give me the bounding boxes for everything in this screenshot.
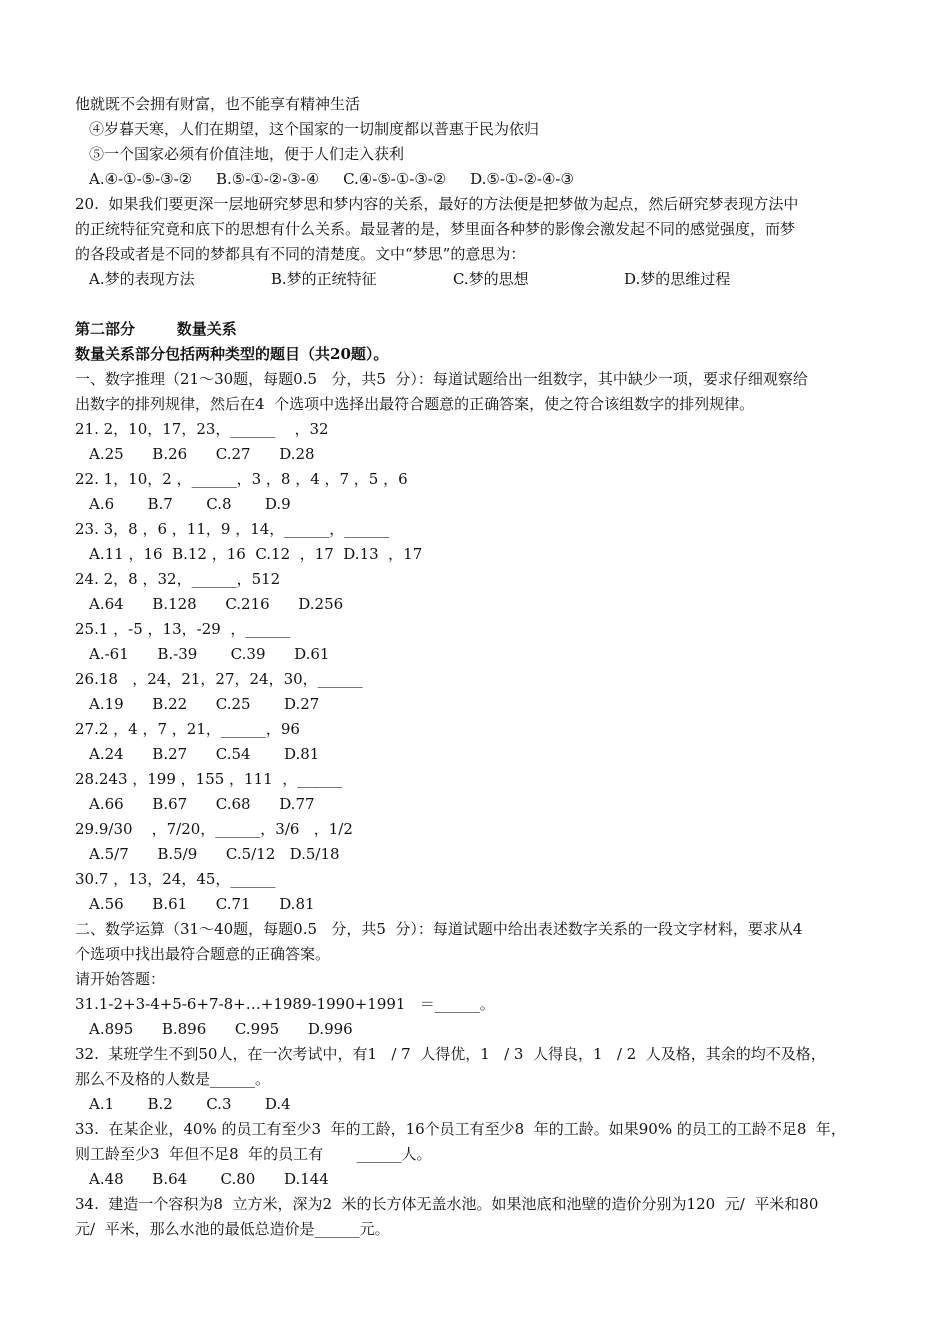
question-33: 33. 在某企业，40% 的员工有至少3 年的工龄，16个员工有至少8 年的工龄。如果90% 的员工的工龄不足8 年， [75,1120,846,1138]
answer-options: A.④-①-⑤-③-② B.⑤-①-②-③-④ C.④-⑤-①-③-② D.⑤-①-②-④-③ [89,170,574,188]
answer-options: A.56 B.61 C.71 D.81 [89,895,315,913]
question-32: 32. 某班学生不到50人，在一次考试中，有1 / 7 人得优，1 / 3 人得良，1 / 2 人及格，其余的均不及格， [75,1045,826,1063]
question-30: 30.7 ，13，24，45，______ [75,870,276,888]
answer-options: A.19 B.22 C.25 D.27 [89,695,320,713]
answer-options: A.梦的表现方法 B.梦的正统特征 C.梦的思想 D.梦的思维过程 [89,270,731,288]
question-31: 31.1-2+3-4+5-6+7-8+…+1989-1990+1991 ＝______。 [75,995,495,1013]
answer-options: A.64 B.128 C.216 D.256 [89,595,344,613]
answer-options: A.1 B.2 C.3 D.4 [89,1095,291,1113]
start-prompt: 请开始答题： [75,970,166,988]
text-line: ⑤一个国家必须有价值洼地，便于人们走入获利 [89,145,405,163]
question-29: 29.9/30 ，7/20，______，3/6 ，1/2 [75,820,353,838]
question-20: 20. 如果我们要更深一层地研究梦思和梦内容的关系，最好的方法便是把梦做为起点，然后研究梦表现方法中 [75,195,799,213]
answer-options: A.24 B.27 C.54 D.81 [89,745,320,763]
question-24: 24. 2，8 ，32，______，512 [75,570,281,588]
text-line: 他就既不会拥有财富，也不能享有精神生活 [75,95,361,113]
text-line: 那么不及格的人数是______。 [75,1070,271,1088]
question-22: 22. 1，10，2 ，______，3 ，8 ，4 ，7 ，5 ，6 [75,470,408,488]
question-34: 34. 建造一个容积为8 立方米，深为2 米的长方体无盖水池。如果池底和池壁的造价分别为120 元/ 平米和80 [75,1195,819,1213]
text-line: 的各段或者是不同的梦都具有不同的清楚度。文中“梦思”的意思为： [75,245,526,263]
section-title: 第二部分 数量关系 [75,320,237,338]
text-line: 出数字的排列规律，然后在4 个选项中选择出最符合题意的正确答案，使之符合该组数字的排列规律。 [75,395,755,413]
subsection-instructions: 一、数字推理（21～30题，每题0.5 分，共5 分）：每道试题给出一组数字，其中缺少一项，要求仔细观察给 [75,370,808,388]
answer-options: A.66 B.67 C.68 D.77 [89,795,315,813]
answer-options: A.5/7 B.5/9 C.5/12 D.5/18 [89,845,340,863]
answer-options: A.895 B.896 C.995 D.996 [89,1020,353,1038]
question-28: 28.243 ，199 ，155 ，111 ，______ [75,770,343,788]
question-21: 21. 2，10，17，23，______ ，32 [75,420,329,438]
text-line: 元/ 平米，那么水池的最低总造价是______元。 [75,1220,390,1238]
question-27: 27.2 ，4 ，7 ，21，______，96 [75,720,300,738]
question-26: 26.18 ，24，21，27，24，30，______ [75,670,363,688]
text-line: 个选项中找出最符合题意的正确答案。 [75,945,331,963]
answer-options: A.6 B.7 C.8 D.9 [89,495,291,513]
question-25: 25.1 ，-5 ，13，-29 ，______ [75,620,291,638]
answer-options: A.25 B.26 C.27 D.28 [89,445,315,463]
answer-options: A.11 ，16 B.12 ，16 C.12 ，17 D.13 ，17 [89,545,423,563]
text-line: 则工龄至少3 年但不足8 年的员工有 ______人。 [75,1145,432,1163]
answer-options: A.48 B.64 C.80 D.144 [89,1170,329,1188]
subsection-instructions: 二、数学运算（31～40题，每题0.5 分，共5 分）：每道试题中给出表述数字关系的一段文字材料，要求从4 [75,920,803,938]
section-intro: 数量关系部分包括两种类型的题目（共20题）。 [75,345,389,363]
text-line: 的正统特征究竟和底下的思想有什么关系。最显著的是，梦里面各种梦的影像会激发起不同的感觉强度，而梦 [75,220,796,238]
text-line: ④岁暮天寒，人们在期望，这个国家的一切制度都以普惠于民为依归 [89,120,540,138]
question-23: 23. 3，8 ，6 ，11，9 ，14，______，______ [75,520,390,538]
answer-options: A.-61 B.-39 C.39 D.61 [89,645,330,663]
